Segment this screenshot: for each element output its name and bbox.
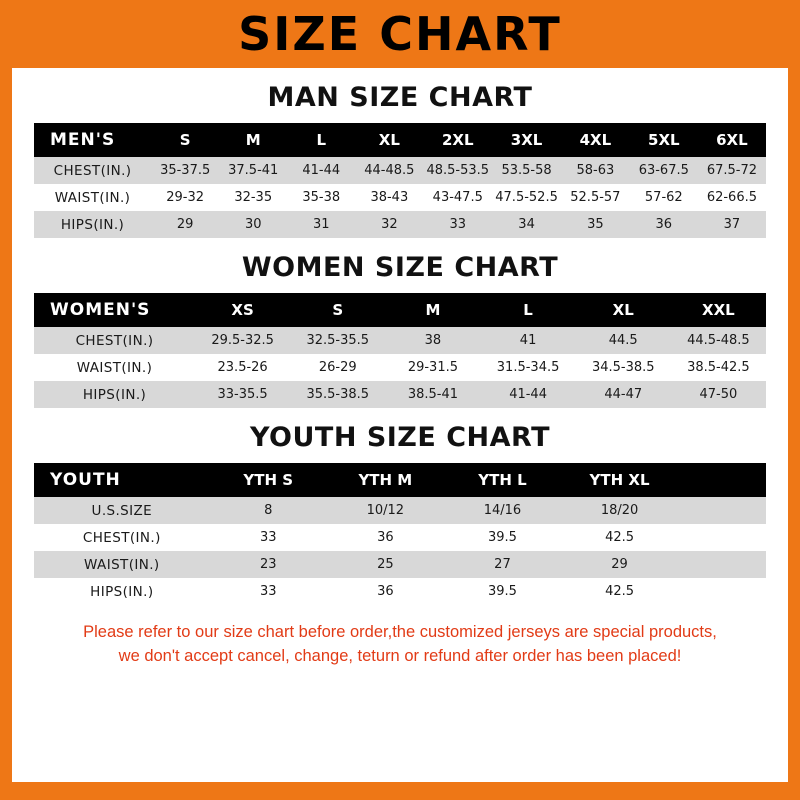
table-cell-spacer — [678, 524, 766, 551]
table-cell: 30 — [219, 211, 287, 238]
col-header: S — [290, 293, 385, 327]
row-label: WAIST(IN.) — [34, 184, 151, 211]
col-header: 2XL — [423, 123, 492, 157]
col-header: M — [385, 293, 480, 327]
table-cell: 44-47 — [576, 381, 671, 408]
table-cell: 32 — [355, 211, 423, 238]
table-cell: 38-43 — [355, 184, 423, 211]
table-cell-spacer — [678, 578, 766, 605]
row-label: HIPS(IN.) — [34, 381, 195, 408]
table-cell: 37.5-41 — [219, 157, 287, 184]
table-cell: 58-63 — [561, 157, 630, 184]
row-label: HIPS(IN.) — [34, 578, 210, 605]
table-cell: 44-48.5 — [355, 157, 423, 184]
table-cell: 44.5 — [576, 327, 671, 354]
col-header: YTH XL — [561, 463, 678, 497]
table-cell-spacer — [678, 551, 766, 578]
table-cell: 29 — [151, 211, 219, 238]
table-cell: 43-47.5 — [423, 184, 492, 211]
table-row — [34, 211, 766, 238]
col-header: YTH M — [327, 463, 444, 497]
women-size-table — [34, 293, 766, 408]
table-cell: 34.5-38.5 — [576, 354, 671, 381]
table-cell: 38 — [385, 327, 480, 354]
table-cell: 35.5-38.5 — [290, 381, 385, 408]
col-header: 6XL — [698, 123, 766, 157]
table-cell: 23 — [210, 551, 327, 578]
table-cell: 41-44 — [481, 381, 576, 408]
table-cell: 31.5-34.5 — [481, 354, 576, 381]
table-cell: 52.5-57 — [561, 184, 630, 211]
table-cell: 33 — [210, 578, 327, 605]
men-size-table — [34, 123, 766, 238]
row-label: HIPS(IN.) — [34, 211, 151, 238]
table-row — [34, 184, 766, 211]
content — [12, 82, 788, 669]
col-header: L — [287, 123, 355, 157]
disclaimer-note — [34, 621, 766, 669]
table-cell: 42.5 — [561, 524, 678, 551]
table-cell: 35-37.5 — [151, 157, 219, 184]
col-header: XXL — [671, 293, 766, 327]
table-cell: 63-67.5 — [630, 157, 698, 184]
col-header: XS — [195, 293, 290, 327]
table-row — [34, 551, 766, 578]
table-cell: 38.5-42.5 — [671, 354, 766, 381]
col-header: S — [151, 123, 219, 157]
table-cell: 18/20 — [561, 497, 678, 524]
table-row — [34, 578, 766, 605]
table-cell: 26-29 — [290, 354, 385, 381]
table-cell: 33-35.5 — [195, 381, 290, 408]
col-header: 5XL — [630, 123, 698, 157]
banner — [0, 0, 800, 68]
table-cell: 29 — [561, 551, 678, 578]
col-header: YTH S — [210, 463, 327, 497]
table-cell: 14/16 — [444, 497, 561, 524]
row-label: WAIST(IN.) — [34, 551, 210, 578]
table-row — [34, 497, 766, 524]
table-cell: 47-50 — [671, 381, 766, 408]
col-header: L — [481, 293, 576, 327]
table-cell: 36 — [327, 578, 444, 605]
col-header: YTH L — [444, 463, 561, 497]
table-row — [34, 327, 766, 354]
table-cell: 44.5-48.5 — [671, 327, 766, 354]
table-cell: 35 — [561, 211, 630, 238]
page-title: SIZE CHART — [238, 7, 562, 61]
bottom-accent-bar — [0, 782, 800, 800]
table-cell: 33 — [423, 211, 492, 238]
disclaimer-line-1: Please refer to our size chart before order,the customized jerseys are special products, — [83, 623, 717, 641]
table-header-row — [34, 463, 766, 497]
section-man — [34, 82, 766, 238]
table-cell: 31 — [287, 211, 355, 238]
table-cell: 67.5-72 — [698, 157, 766, 184]
col-header: MEN'S — [34, 123, 151, 157]
table-cell: 29-32 — [151, 184, 219, 211]
table-cell: 41 — [481, 327, 576, 354]
youth-size-table — [34, 463, 766, 605]
table-cell: 47.5-52.5 — [492, 184, 561, 211]
table-row — [34, 524, 766, 551]
table-cell: 34 — [492, 211, 561, 238]
table-cell: 38.5-41 — [385, 381, 480, 408]
row-label: CHEST(IN.) — [34, 524, 210, 551]
col-header: XL — [576, 293, 671, 327]
table-cell: 62-66.5 — [698, 184, 766, 211]
col-header: 4XL — [561, 123, 630, 157]
table-cell: 29-31.5 — [385, 354, 480, 381]
table-cell: 39.5 — [444, 524, 561, 551]
table-cell: 35-38 — [287, 184, 355, 211]
row-label: U.S.SIZE — [34, 497, 210, 524]
row-label: WAIST(IN.) — [34, 354, 195, 381]
table-cell: 32.5-35.5 — [290, 327, 385, 354]
section-title-man: MAN SIZE CHART — [267, 82, 533, 113]
col-header: 3XL — [492, 123, 561, 157]
table-cell: 41-44 — [287, 157, 355, 184]
section-title-women: WOMEN SIZE CHART — [241, 252, 559, 283]
col-header: M — [219, 123, 287, 157]
table-cell: 37 — [698, 211, 766, 238]
row-label: CHEST(IN.) — [34, 157, 151, 184]
table-cell: 53.5-58 — [492, 157, 561, 184]
table-cell: 33 — [210, 524, 327, 551]
table-cell: 25 — [327, 551, 444, 578]
col-header-spacer — [678, 463, 766, 497]
table-cell: 39.5 — [444, 578, 561, 605]
section-youth — [34, 422, 766, 605]
table-row — [34, 381, 766, 408]
row-label: CHEST(IN.) — [34, 327, 195, 354]
table-cell: 36 — [630, 211, 698, 238]
table-cell: 8 — [210, 497, 327, 524]
section-title-youth: YOUTH SIZE CHART — [249, 422, 551, 453]
section-women — [34, 252, 766, 408]
table-row — [34, 354, 766, 381]
table-header-row — [34, 123, 766, 157]
disclaimer-line-2: we don't accept cancel, change, teturn or refund after order has been placed! — [118, 646, 682, 665]
col-header: XL — [355, 123, 423, 157]
table-cell: 57-62 — [630, 184, 698, 211]
table-cell: 23.5-26 — [195, 354, 290, 381]
table-cell-spacer — [678, 497, 766, 524]
table-cell: 32-35 — [219, 184, 287, 211]
col-header: WOMEN'S — [34, 293, 195, 327]
table-row — [34, 157, 766, 184]
table-cell: 48.5-53.5 — [423, 157, 492, 184]
table-cell: 42.5 — [561, 578, 678, 605]
col-header: YOUTH — [34, 463, 210, 497]
table-cell: 29.5-32.5 — [195, 327, 290, 354]
table-cell: 27 — [444, 551, 561, 578]
table-header-row — [34, 293, 766, 327]
table-cell: 36 — [327, 524, 444, 551]
table-cell: 10/12 — [327, 497, 444, 524]
